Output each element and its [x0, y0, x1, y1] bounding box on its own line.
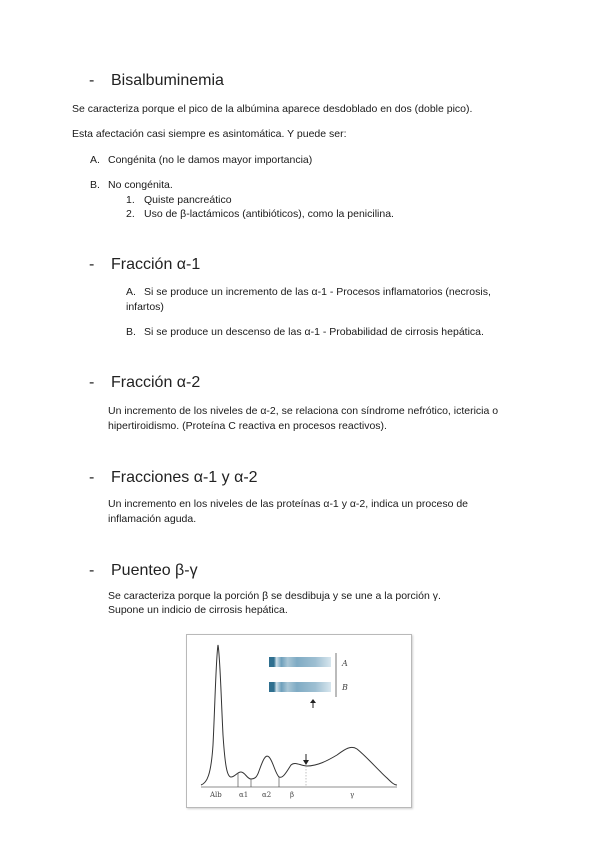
list-item: [126, 325, 484, 340]
heading-text: Puenteo β-γ: [111, 562, 198, 579]
list-marker: 2.: [126, 208, 135, 220]
list-item: [126, 193, 232, 208]
list-item-text: Si se produce un descenso de las α-1 - Probabilidad de cirrosis hepática.: [144, 326, 484, 338]
list-item-text: Uso de β-lactámicos (antibióticos), como la penicilina.: [144, 208, 394, 220]
list-item: [126, 207, 394, 222]
heading-text: Fracción α-2: [111, 374, 201, 391]
heading-text: Bisalbuminemia: [111, 72, 224, 89]
heading-text: Fracciones α-1 y α-2: [111, 469, 258, 486]
list-item-text: Congénita (no le damos mayor importancia): [108, 154, 313, 166]
paragraph: Se caracteriza porque el pico de la albúmina aparece desdoblado en dos (doble pico).: [72, 103, 473, 115]
list-marker: A.: [126, 286, 136, 298]
axis-label-gamma: γ: [350, 791, 355, 799]
list-item-text: Quiste pancreático: [144, 194, 232, 206]
electrophoresis-figure: [186, 634, 412, 808]
heading-dash: -: [89, 562, 95, 579]
heading-dash: -: [89, 256, 95, 273]
gel-arrow-icon: [310, 699, 316, 703]
gel-band-a: [269, 657, 331, 667]
heading-alpha2: [89, 374, 200, 392]
heading-beta-gamma-bridge: [89, 562, 198, 580]
gel-band-b: [269, 682, 331, 692]
heading-bisalbuminemia: [89, 72, 224, 90]
paragraph: Esta afectación casi siempre es asintomática. Y puede ser:: [72, 128, 347, 140]
heading-text: Fracción α-1: [111, 256, 201, 273]
bridge-arrow-icon: [303, 760, 309, 765]
paragraph: Se caracteriza porque la porción β se desdibuja y se une a la porción γ.: [108, 590, 441, 602]
paragraph: Supone un indicio de cirrosis hepática.: [108, 604, 288, 616]
list-item-text: Si se produce un incremento de las α-1 - Procesos inflamatorios (necrosis, infartos): [126, 286, 491, 313]
axis-label-beta: β: [290, 791, 295, 799]
list-marker: 1.: [126, 194, 135, 206]
heading-alpha1: [89, 256, 200, 274]
gel-label-b: B: [342, 683, 348, 692]
list-item: [90, 178, 173, 193]
list-marker: B.: [90, 179, 100, 191]
heading-dash: -: [89, 469, 95, 486]
list-item: [90, 153, 312, 168]
heading-dash: -: [89, 72, 95, 89]
axis-label-alb: Alb: [210, 791, 222, 799]
list-marker: A.: [90, 154, 100, 166]
gel-label-a: A: [342, 659, 348, 668]
heading-dash: -: [89, 374, 95, 391]
axis-label-a2: α2: [262, 791, 272, 799]
list-item: [126, 285, 526, 315]
axis-label-a1: α1: [239, 791, 249, 799]
list-marker: B.: [126, 326, 136, 338]
heading-alpha1-alpha2: [89, 469, 258, 487]
list-item-text: No congénita.: [108, 179, 173, 191]
paragraph: Un incremento en los niveles de las proteínas α-1 y α-2, indica un proceso de inflamación aguda.: [108, 498, 468, 525]
paragraph: Un incremento de los niveles de α-2, se relaciona con síndrome nefrótico, ictericia o hipertiroidismo. (Proteína C reactiva en procesos reactivos).: [108, 405, 499, 432]
